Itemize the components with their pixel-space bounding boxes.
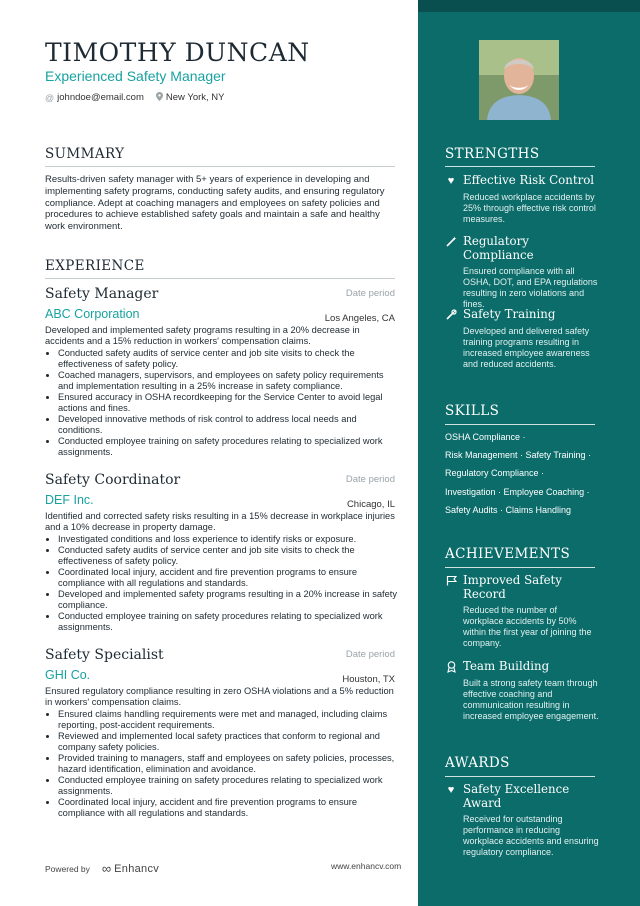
achievement-desc: Reduced the number of workplace accidents by 50% within the first year of joining the company. xyxy=(463,605,592,648)
job-role: Safety Coordinator xyxy=(45,472,181,488)
job-bullet: • Conducted employee training on safety procedures relating to specialized work assignments. xyxy=(58,775,397,797)
job-bullet: • Conducted safety audits of service center and job site visits to check the effectiveness of safety policy. xyxy=(58,545,397,567)
sidebar-top-band xyxy=(418,0,640,12)
job-entry xyxy=(45,472,397,633)
job-company: ABC Corporation xyxy=(45,307,140,321)
job-location: Chicago, IL xyxy=(346,499,395,510)
footer-powered xyxy=(45,861,159,876)
strength-desc: Developed and delivered safety training programs resulting in increased employee awareness and reduced accidents. xyxy=(463,325,590,369)
job-bullets xyxy=(45,348,397,458)
wand-icon xyxy=(445,236,457,250)
job-bullet: • Developed innovative methods of risk control to address local needs and conditions. xyxy=(58,414,397,436)
job-bullet: • Provided training to managers, staff and employees on safety policies, processes, hazard identification, elimination and avoidance. xyxy=(58,753,397,775)
achievement-item xyxy=(445,660,600,722)
job-bullet: • Ensured claims handling requirements were met and managed, including claims reporting, post-accident requirements. xyxy=(58,709,397,731)
award-desc: Received for outstanding performance in reducing workplace accidents and ensuring regulatory compliance. xyxy=(463,814,599,857)
achievement-item xyxy=(445,574,600,649)
job-bullet: • Conducted employee training on safety procedures relating to specialized work assignments. xyxy=(58,436,397,458)
job-entry xyxy=(45,647,397,819)
flag-icon xyxy=(445,575,457,589)
achievement-title: Team Building xyxy=(463,659,550,673)
strength-item xyxy=(445,308,600,370)
job-bullet: • Investigated conditions and loss experience to identify risks or exposure. xyxy=(58,534,397,545)
job-description: Identified and corrected safety risks resulting in a 15% decrease in workplace injuries and a 10% decrease in property damage. xyxy=(45,511,395,533)
divider xyxy=(45,166,395,167)
divider xyxy=(445,776,595,777)
summary-heading: SUMMARY xyxy=(45,146,125,162)
job-company: DEF Inc. xyxy=(45,493,94,507)
medal-icon xyxy=(445,661,457,676)
job-role: Safety Specialist xyxy=(45,647,164,663)
heart-icon: ♥ xyxy=(447,784,455,796)
achievement-desc: Built a strong safety team through effective coaching and communication resulting in increased employee engagement. xyxy=(463,677,599,721)
strength-item xyxy=(445,174,600,225)
job-entry xyxy=(45,286,397,458)
job-bullets xyxy=(45,534,397,633)
divider xyxy=(445,424,595,425)
strength-desc: Ensured compliance with all OSHA, DOT, and EPA regulations resulting in zero violations and fines. xyxy=(463,266,598,309)
email[interactable]: johndoe@email.com xyxy=(57,92,144,103)
strength-title: Effective Risk Control xyxy=(463,173,595,187)
footer-url[interactable]: www.enhancv.com xyxy=(331,861,402,871)
job-bullet: • Developed and implemented safety programs resulting in a 20% increase in safety compliance. xyxy=(58,589,397,611)
strength-desc: Reduced workplace accidents by 25% through effective risk control measures. xyxy=(463,191,596,224)
strength-title: Regulatory Compliance xyxy=(463,234,534,262)
strengths-heading: STRENGTHS xyxy=(445,146,540,162)
infinity-icon: ∞ xyxy=(101,861,112,876)
job-date: Date period xyxy=(345,288,395,299)
job-bullets xyxy=(45,709,397,819)
portrait-image xyxy=(479,40,559,120)
job-bullet: • Coordinated local injury, accident and fire prevention programs to ensure compliance with all regulations and standards. xyxy=(58,797,397,819)
job-location: Houston, TX xyxy=(342,674,395,685)
job-location: Los Angeles, CA xyxy=(324,313,395,324)
at-icon: @ xyxy=(45,92,55,103)
skills-heading: SKILLS xyxy=(445,403,500,419)
divider xyxy=(445,567,595,568)
candidate-title: Experienced Safety Manager xyxy=(45,68,226,84)
location-pin-icon xyxy=(156,92,163,103)
strength-title: Safety Training xyxy=(463,307,556,321)
powered-by-label: Powered by xyxy=(45,863,90,874)
job-date: Date period xyxy=(345,649,395,660)
award-title: Safety Excellence Award xyxy=(463,782,570,810)
tools-icon xyxy=(445,309,457,323)
achievements-heading: ACHIEVEMENTS xyxy=(445,546,571,562)
skill-line: Safety Audits · Claims Handling xyxy=(445,505,572,515)
award-item xyxy=(445,783,600,858)
job-role: Safety Manager xyxy=(45,286,159,302)
divider xyxy=(45,278,395,279)
candidate-name: TIMOTHY DUNCAN xyxy=(45,38,310,67)
heart-icon: ♥ xyxy=(447,175,455,187)
job-description: Ensured regulatory compliance resulting in zero OSHA violations and a 5% reduction in workers' compensation claims. xyxy=(45,686,394,708)
job-bullet: • Ensured accuracy in OSHA recordkeeping for the Service Center to avoid legal actions and fines. xyxy=(58,392,397,414)
job-description: Developed and implemented safety programs resulting in a 20% decrease in accidents and a 15% reduction in workers' compensation claims. xyxy=(45,325,360,347)
skill-line: OSHA Compliance · xyxy=(445,432,526,442)
achievement-title: Improved Safety Record xyxy=(463,573,562,601)
contact-info xyxy=(45,92,225,103)
summary-text: Results-driven safety manager with 5+ years of experience in developing and implementing safety programs, conducting safety audits, and ensuring regulatory compliance. Adept at coaching managers and employees on safety policies and procedures to achieve established safety goals and maintain a safe and healthy work environment. xyxy=(45,174,385,233)
strength-item xyxy=(445,235,600,310)
job-bullet: • Reviewed and implemented local safety practices that conform to regional and company safety policies. xyxy=(58,731,397,753)
job-date: Date period xyxy=(345,474,395,485)
brand-name: Enhancv xyxy=(114,862,160,875)
location: New York, NY xyxy=(165,92,225,103)
awards-heading: AWARDS xyxy=(445,755,510,771)
skill-line: Investigation · Employee Coaching · xyxy=(445,487,590,497)
skill-line: Regulatory Compliance · xyxy=(445,468,545,478)
enhancv-logo[interactable] xyxy=(102,861,159,876)
job-bullet: • Conducted safety audits of service center and job site visits to check the effectiveness of safety policy. xyxy=(58,348,397,370)
job-bullet: • Coached managers, supervisors, and employees on safety policy requirements and implementation resulting in a 25% increase in safety compliance. xyxy=(58,370,397,392)
job-bullet: • Coordinated local injury, accident and fire prevention programs to ensure compliance with all regulations and standards. xyxy=(58,567,397,589)
profile-photo xyxy=(479,40,559,120)
job-company: GHI Co. xyxy=(45,668,91,682)
experience-heading: EXPERIENCE xyxy=(45,258,145,274)
skill-line: Risk Management · Safety Training · xyxy=(445,450,592,460)
job-bullet: • Conducted employee training on safety procedures relating to specialized work assignments. xyxy=(58,611,397,633)
divider xyxy=(445,166,595,167)
